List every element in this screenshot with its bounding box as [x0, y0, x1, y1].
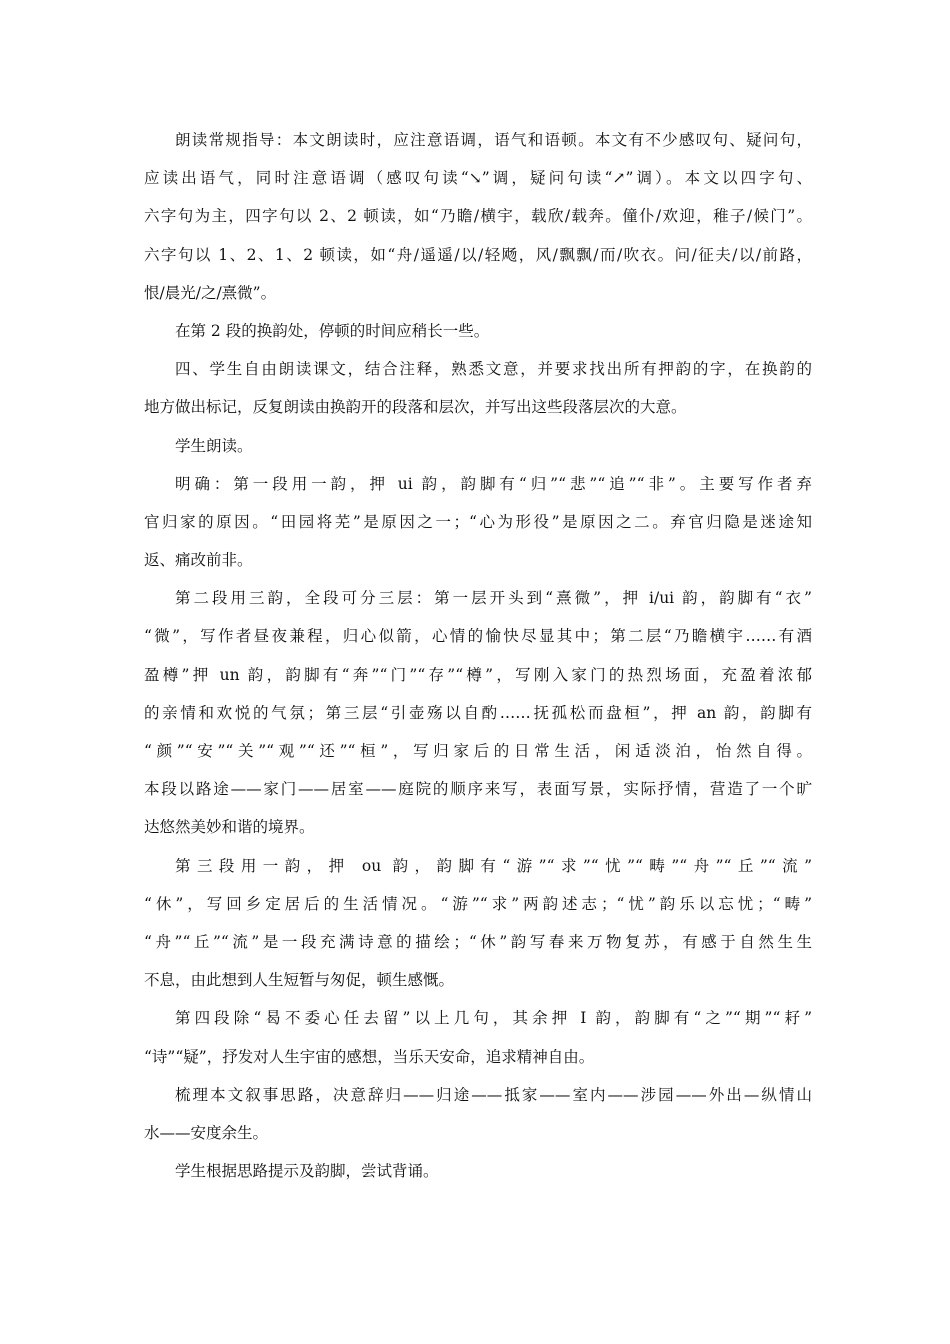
text-line: 梳理本文叙事思路，决意辞归——归途——抵家——室内——涉园——外出—纵情山: [175, 1085, 812, 1104]
text-line: 返、痛改前非。: [144, 551, 253, 570]
paragraph-recite: [144, 1152, 812, 1190]
text-line: “微”，写作者昼夜兼程，归心似箭，心情的愉快尽显其中；第二层“乃瞻横宇……有酒: [144, 627, 812, 646]
paragraph-narrative-outline: [144, 1076, 812, 1152]
text-line: 学生根据思路提示及韵脚，尝试背诵。: [175, 1162, 439, 1181]
text-line: 官归家的原因。“田园将芜”是原因之一；“心为形役”是原因之二。弃官归隐是迷途知: [144, 512, 812, 531]
text-line: 第二段用三韵，全段可分三层：第一层开头到“熹微”，押 i/ui 韵，韵脚有“衣”: [175, 589, 812, 608]
text-line: 盈樽”押 un 韵，韵脚有“奔”“门”“存”“樽”，写刚入家门的热烈场面，充盈着浓郁: [144, 665, 812, 684]
text-line: 在第 2 段的换韵处，停顿的时间应稍长一些。: [175, 321, 490, 340]
paragraph-pause-note: [144, 312, 812, 350]
text-line: 第四段除“曷不委心任去留”以上几句，其余押 I 韵，韵脚有“之”“期”“耔”: [175, 1009, 812, 1028]
text-line: “诗”“疑”，抒发对人生宇宙的感想，当乐天安命，追求精神自由。: [144, 1047, 595, 1066]
text-line: 本段以路途——家门——居室——庭院的顺序来写，表面写景，实际抒情，营造了一个旷: [144, 780, 812, 799]
text-line: “舟”“丘”“流”是一段充满诗意的描绘；“休”韵写春来万物复苏，有感于自然生生: [144, 932, 812, 951]
text-line: 第三段用一韵，押 ou 韵，韵脚有“游”“求”“忧”“畴”“舟”“丘”“流”: [175, 856, 812, 875]
document-body: [144, 121, 812, 1190]
paragraph-section-two: [144, 579, 812, 846]
paragraph-section-four: [144, 999, 812, 1075]
text-line: 的亲情和欢悦的气氛；第三层“引壶殇以自酌……抚孤松而盘桓”，押 an 韵，韵脚有: [144, 703, 812, 722]
paragraph-students-read: [144, 427, 812, 465]
text-line: 学生朗读。: [175, 436, 253, 455]
text-line: 六字句以 1、2、1、2 顿读，如“舟/遥遥/以/轻飏，风/飘飘/而/吹衣。问/征夫/以/前路，: [144, 245, 812, 264]
text-line: “颜”“安”“关”“观”“还”“桓”，写归家后的日常生活，闲适淡泊，怡然自得。: [144, 742, 812, 760]
text-line: 明确：第一段用一韵，押 ui 韵，韵脚有“归”“悲”“追”“非”。主要写作者弃: [175, 474, 812, 493]
text-line: 地方做出标记，反复朗读由换韵开的段落和层次，并写出这些段落层次的大意。: [144, 398, 687, 417]
paragraph-reading-guide: [144, 121, 812, 312]
text-line: 恨/晨光/之/熹微”。: [144, 283, 277, 302]
paragraph-section-three: [144, 847, 812, 1000]
text-line: 朗读常规指导：本文朗读时，应注意语调，语气和语顿。本文有不少感叹句、疑问句，: [175, 131, 812, 149]
text-line: 六字句为主，四字句以 2、2 顿读，如“乃瞻/横宇，载欣/载奔。僮仆/欢迎，稚子/候门”。: [144, 207, 812, 226]
text-line: “休”，写回乡定居后的生活情况。“游”“求”两韵述志；“忧”韵乐以忘忧；“畴”: [144, 894, 812, 913]
paragraph-section-one: [144, 465, 812, 580]
text-line: 不息，由此想到人生短暂与匆促，顿生感慨。: [144, 971, 455, 990]
paragraph-task-four: [144, 350, 812, 426]
text-line: 达悠然美妙和谐的境界。: [144, 818, 315, 837]
text-line: 水——安度余生。: [144, 1123, 269, 1142]
text-line: 四、学生自由朗读课文，结合注释，熟悉文意，并要求找出所有押韵的字，在换韵的: [175, 360, 812, 379]
text-line: 应读出语气，同时注意语调（感叹句读“↘”调，疑问句读“↗”调）。本文以四字句、: [144, 169, 812, 188]
